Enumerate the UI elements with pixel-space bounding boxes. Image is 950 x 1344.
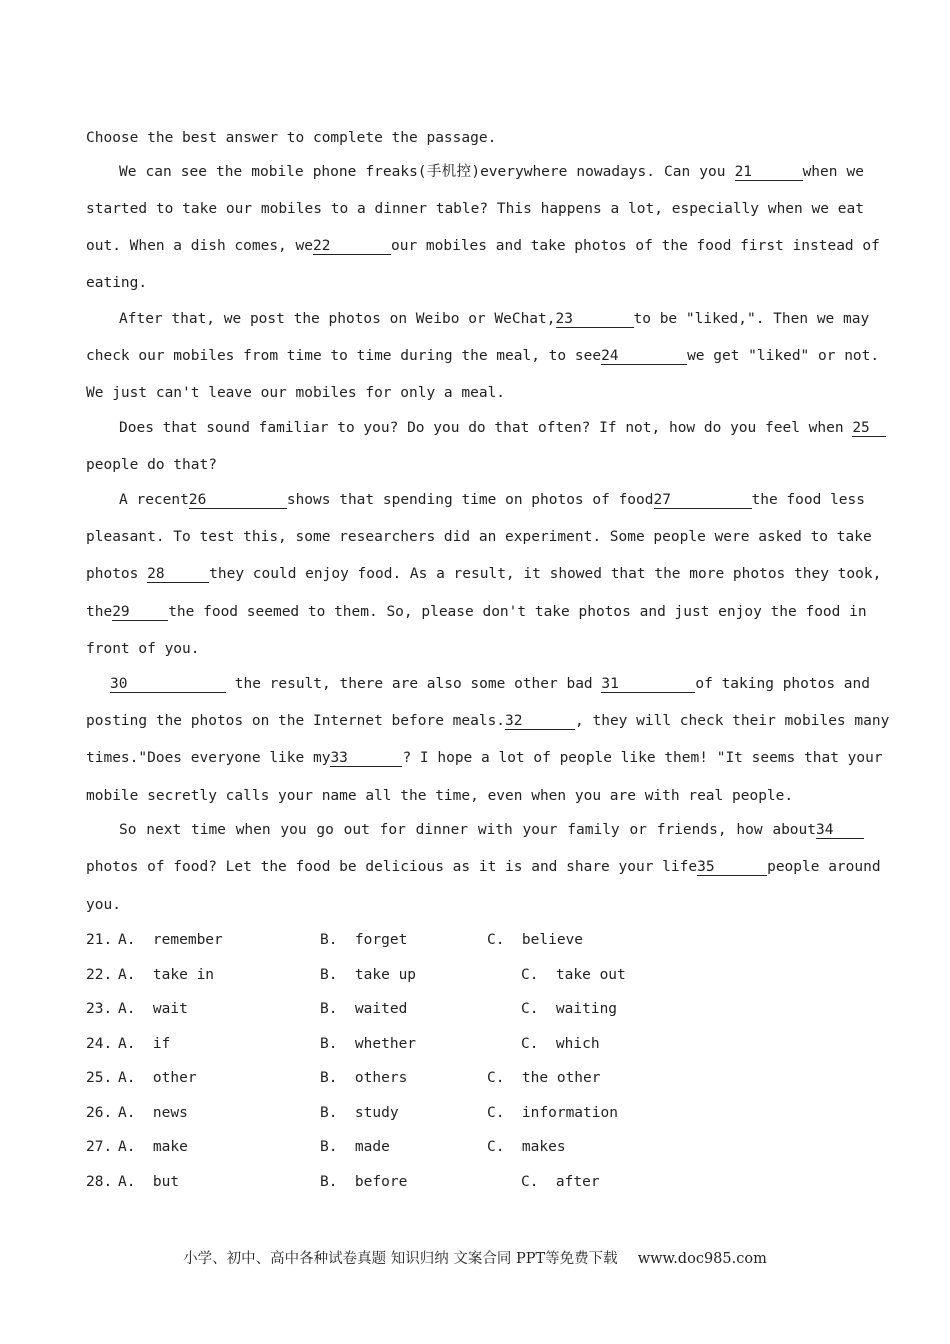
passage-line: out. When a dish comes, we22 our mobiles and take photos of the food first instead of (86, 238, 880, 254)
option-c[interactable]: C. information (487, 1105, 618, 1121)
option-b[interactable]: B. waited (320, 1001, 408, 1017)
passage-line: We can see the mobile phone freaks(手机控)everywhere nowadays. Can you 21 when we (119, 164, 865, 180)
question-number: 25. (86, 1070, 113, 1086)
passage-line: eating. (86, 275, 148, 291)
page-footer (0, 1247, 950, 1268)
option-a[interactable]: A. wait (118, 1001, 188, 1017)
passage-line: photos of food? Let the food be delicious as it is and share your life35 people around (86, 859, 881, 875)
passage-line: front of you. (86, 641, 200, 657)
question-number: 28. (86, 1174, 113, 1190)
passage-line: pleasant. To test this, some researchers did an experiment. Some people were asked to take (86, 529, 872, 545)
blank-24[interactable]: 24 (601, 349, 687, 365)
option-a[interactable]: A. take in (118, 967, 215, 983)
option-b[interactable]: B. take up (320, 967, 417, 983)
blank-26[interactable]: 26 (189, 493, 287, 509)
passage-line: So next time when you go out for dinner with your family or friends, how about34 (86, 823, 864, 839)
question-number: 21. (86, 932, 113, 948)
passage-line: We just can't leave our mobiles for only a meal. (86, 385, 506, 401)
passage-line: posting the photos on the Internet before meals.32 , they will check their mobiles many (86, 713, 890, 729)
passage-line: you. (86, 897, 121, 913)
blank-27[interactable]: 27 (654, 493, 752, 509)
blank-21[interactable]: 21 (735, 165, 803, 181)
passage-line: people do that? (86, 457, 217, 473)
option-b[interactable]: B. whether (320, 1036, 417, 1052)
blank-31[interactable]: 31 (601, 677, 695, 693)
footer-text: 小学、初中、高中各种试卷真题 知识归纳 文案合同 PPT等免费下载 (183, 1251, 618, 1267)
passage-line: mobile secretly calls your name all the time, even when you are with real people. (86, 788, 794, 804)
option-a[interactable]: A. remember (118, 932, 223, 948)
blank-34[interactable]: 34 (816, 823, 864, 839)
option-c[interactable]: C. the other (487, 1070, 601, 1086)
passage-line: After that, we post the photos on Weibo or WeChat,23 to be "liked,". Then we may (119, 311, 870, 327)
option-c[interactable]: C. makes (487, 1139, 566, 1155)
option-b[interactable]: B. made (320, 1139, 390, 1155)
question-number: 22. (86, 967, 113, 983)
option-b[interactable]: B. study (320, 1105, 399, 1121)
passage-line: check our mobiles from time to time during the meal, to see24 we get "liked" or not. (86, 348, 880, 364)
option-a[interactable]: A. news (118, 1105, 188, 1121)
blank-32[interactable]: 32 (505, 714, 575, 730)
option-c[interactable]: C. which (521, 1036, 600, 1052)
option-a[interactable]: A. if (118, 1036, 171, 1052)
blank-35[interactable]: 35 (697, 860, 767, 876)
blank-25[interactable]: 25 (852, 421, 886, 437)
option-b[interactable]: B. forget (320, 932, 408, 948)
question-number: 27. (86, 1139, 113, 1155)
option-c[interactable]: C. believe (487, 932, 584, 948)
blank-29[interactable]: 29 (112, 605, 168, 621)
option-c[interactable]: C. after (521, 1174, 600, 1190)
passage-line: Does that sound familiar to you? Do you do that often? If not, how do you feel when 25 (86, 421, 864, 437)
passage-line: started to take our mobiles to a dinner table? This happens a lot, especially when we eat (86, 201, 864, 217)
passage-line: times."Does everyone like my33 ? I hope a lot of people like them! "It seems that your (86, 750, 883, 766)
option-c[interactable]: C. waiting (521, 1001, 618, 1017)
blank-30[interactable]: 30 (110, 677, 226, 693)
option-a[interactable]: A. but (118, 1174, 180, 1190)
blank-22[interactable]: 22 (313, 239, 391, 255)
option-b[interactable]: B. before (320, 1174, 408, 1190)
blank-23[interactable]: 23 (556, 312, 634, 328)
option-a[interactable]: A. other (118, 1070, 197, 1086)
option-b[interactable]: B. others (320, 1070, 408, 1086)
passage-line: 30 the result, there are also some other bad 31 of taking photos and (110, 676, 870, 692)
passage-line: the29 the food seemed to them. So, please don't take photos and just enjoy the food in (86, 604, 867, 620)
option-c[interactable]: C. take out (521, 967, 626, 983)
blank-28[interactable]: 28 (147, 567, 209, 583)
question-number: 23. (86, 1001, 113, 1017)
blank-33[interactable]: 33 (330, 751, 402, 767)
passage-line: photos 28 they could enjoy food. As a result, it showed that the more photos they took, (86, 566, 882, 582)
footer-link[interactable]: www.doc985.com (637, 1251, 767, 1267)
option-a[interactable]: A. make (118, 1139, 188, 1155)
question-number: 26. (86, 1105, 113, 1121)
instruction: Choose the best answer to complete the passage. (86, 130, 497, 146)
passage-line: A recent26 shows that spending time on photos of food27 the food less (119, 492, 865, 508)
question-number: 24. (86, 1036, 113, 1052)
